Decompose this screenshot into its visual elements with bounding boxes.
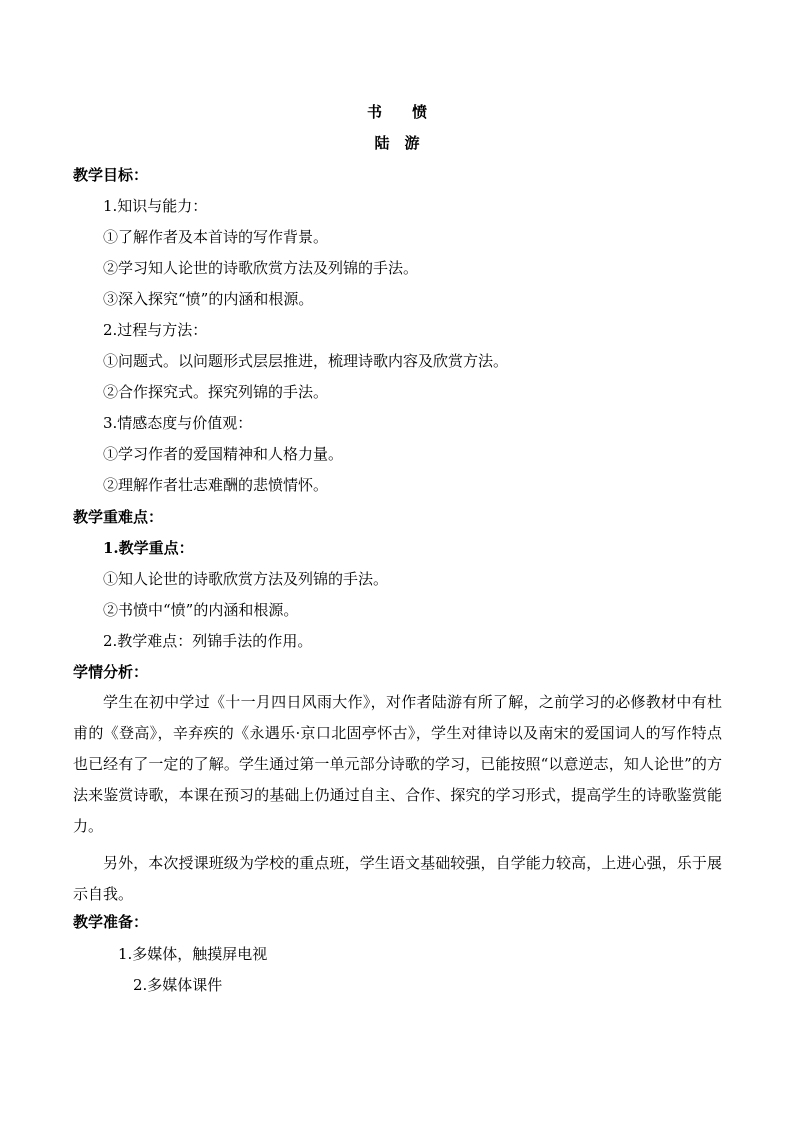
- analysis-heading: 学情分析：: [73, 663, 149, 681]
- knowledge-item: ②学习知人论世的诗歌欣赏方法及列锦的手法。: [103, 259, 419, 277]
- focus-item: ①知人论世的诗歌欣赏方法及列锦的手法。: [103, 570, 389, 588]
- preparation-item: 2.多媒体课件: [133, 976, 223, 994]
- process-heading: 2.过程与方法：: [103, 321, 208, 339]
- emotion-item: ①学习作者的爱国精神和人格力量。: [103, 445, 344, 463]
- key-points-heading: 教学重难点：: [73, 508, 164, 526]
- emotion-heading: 3.情感态度与价值观：: [103, 414, 253, 432]
- difficulty-item: 2.教学难点：列锦手法的作用。: [103, 632, 313, 650]
- analysis-paragraph: 另外，本次授课班级为学校的重点班，学生语文基础较强，自学能力较高，上进心强，乐于展示自我。: [73, 854, 722, 903]
- process-item: ①问题式。以问题形式层层推进，梳理诗歌内容及欣赏方法。: [103, 352, 509, 370]
- knowledge-heading: 1.知识与能力：: [103, 197, 208, 215]
- analysis-paragraph: 学生在初中学过《十一月四日风雨大作》，对作者陆游有所了解，之前学习的必修教材中有杜甫的《登高》，辛弃疾的《永遇乐·京口北固亭怀古》，学生对律诗以及南宋的爱国词人的写作特点也已经有了一定的了解。学生通过第一单元部分诗歌的学习，已能按照“以意逆志，知人论世”的方法来鉴赏诗歌，本课在预习的基础上仍通过自主、合作、探究的学习形式，提高学生的诗歌鉴赏能力。: [73, 693, 722, 835]
- knowledge-item: ③深入探究“愤”的内涵和根源。: [103, 290, 314, 308]
- focus-heading: 1.教学重点：: [103, 539, 194, 557]
- process-item: ②合作探究式。探究列锦的手法。: [103, 383, 329, 401]
- focus-item: ②书愤中“愤”的内涵和根源。: [103, 601, 299, 619]
- preparation-item: 1.多媒体，触摸屏电视: [118, 945, 268, 963]
- objectives-heading: 教学目标：: [73, 166, 149, 184]
- emotion-item: ②理解作者壮志难酬的悲愤情怀。: [103, 476, 329, 494]
- document-title: 书 愤: [366, 103, 427, 121]
- knowledge-item: ①了解作者及本首诗的写作背景。: [103, 228, 329, 246]
- preparation-heading: 教学准备：: [73, 913, 149, 931]
- document-author: 陆 游: [374, 134, 420, 152]
